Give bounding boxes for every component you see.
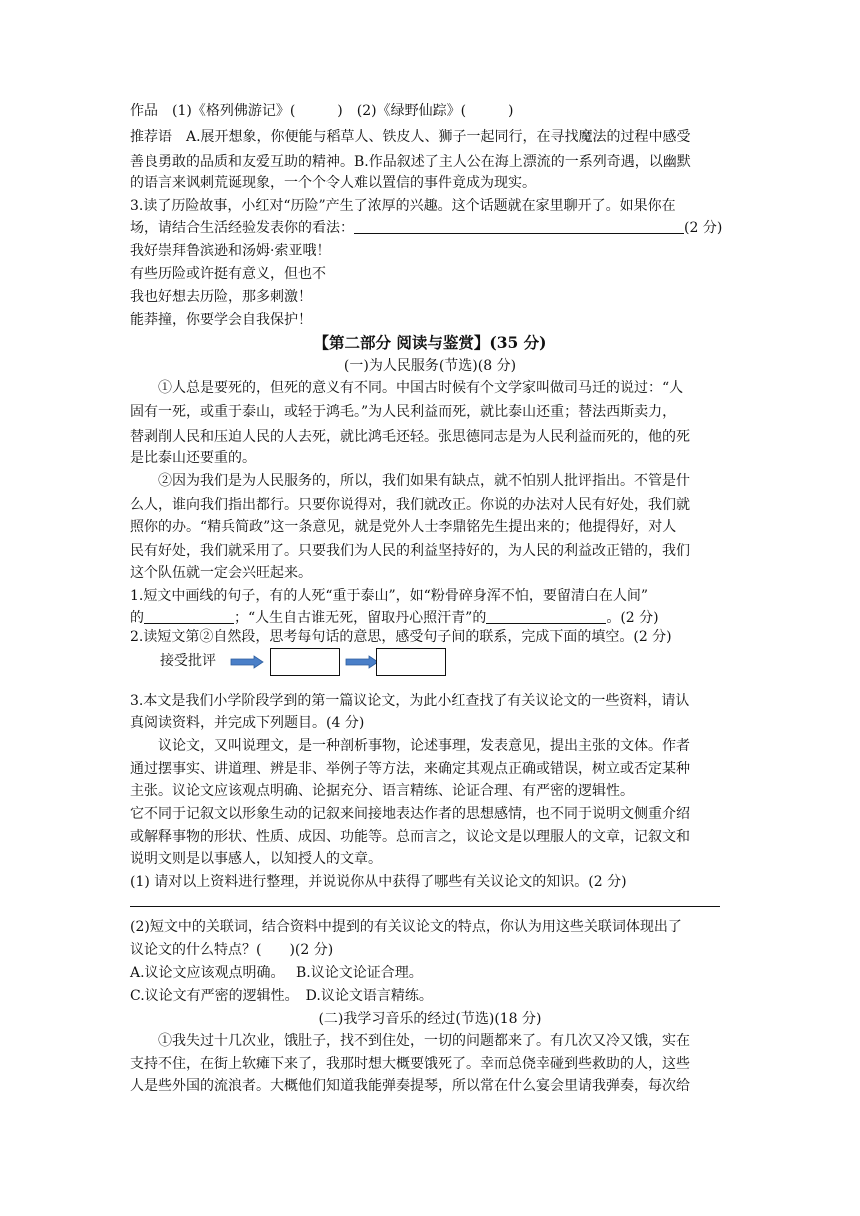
question-1-prompt: 1.短文中画线的句子，有的人死“重于泰山”，如“粉骨碎身浑不怕，要留清白在人间”: [130, 588, 648, 604]
recommendation-line: 推荐语 A.展开想象，你便能与稻草人、铁皮人、狮子一起同行，在寻找魔法的过程中感受: [130, 129, 691, 145]
score-label: 。(2 分): [606, 610, 659, 626]
question-text: 的: [130, 610, 144, 626]
passage-paragraph: 支持不住，在街上软瘫下来了，我那时想大概要饿死了。幸而总侥幸碰到些救助的人，这些: [130, 1056, 690, 1072]
answer-blank[interactable]: [144, 607, 234, 624]
passage-paragraph: ①我失过十几次业，饿肚子，找不到住处，一切的问题都来了。有几次又冷又饿，实在: [158, 1033, 690, 1049]
question-3-answer-line: [130, 216, 722, 240]
passage-paragraph: ②因为我们是为人民服务的，所以，我们如果有缺点，就不怕别人批评指出。不管是什: [158, 473, 690, 489]
question-3-prompt: 真阅读资料，并完成下列题目。(4 分): [130, 715, 365, 731]
passage-paragraph: ①人总是要死的，但死的意义有不同。中国古时候有个文学家叫做司马迁的说过：“人: [158, 380, 684, 396]
passage-paragraph: 替剥削人民和压迫人民的人去死，就比鸿毛还轻。张思德同志是为人民利益而死的，他的死: [130, 429, 690, 445]
question-2-prompt: 2.读短文第②自然段，思考每句话的意思，感受句子间的联系，完成下面的填空。(2 分): [130, 629, 672, 645]
dialogue-line: 有些历险或许挺有意义，但也不: [130, 266, 326, 282]
answer-blank[interactable]: [354, 217, 684, 234]
dialogue-line: 我也好想去历险，那多刺激！: [130, 289, 312, 305]
flow-answer-box-2[interactable]: [376, 648, 446, 676]
score-label: (2 分): [684, 220, 723, 236]
question-text: ；“人生自古谁无死，留取丹心照汗青”的: [234, 610, 487, 626]
reference-material: 它不同于记叙文以形象生动的记叙来间接地表达作者的思想感情，也不同于说明文侧重介绍: [130, 806, 690, 822]
recommendation-line: 善良勇敢的品质和友爱互助的精神。B.作品叙述了主人公在海上漂流的一系列奇遇，以幽默: [130, 154, 691, 170]
subquestion-2: 议论文的什么特点？( )(2 分): [130, 942, 334, 958]
question-3-prompt-end: 场，请结合生活经验发表你的看法：: [130, 220, 354, 236]
question-3-prompt: 3.本文是我们小学阶段学到的第一篇议论文，为此小红查找了有关议论文的一些资料，请认: [130, 693, 690, 709]
subquestion-1: (1) 请对以上资料进行整理，并说说你从中获得了哪些有关议论文的知识。(2 分): [130, 874, 627, 890]
section-heading: 【第二部分 阅读与鉴赏】(35 分): [313, 333, 547, 352]
fill-in-flow-diagram: [130, 648, 730, 678]
answer-line[interactable]: [130, 906, 720, 907]
passage-paragraph: 民有好处，我们就采用了。只要我们为人民的利益坚持好的，为人民的利益改正错的，我们: [130, 543, 690, 559]
reference-material: 主张。议论文应该观点明确、论据充分、语言精练、论证合理、有严密的逻辑性。: [130, 783, 634, 799]
passage-paragraph: 这个队伍就一定会兴旺起来。: [130, 565, 312, 581]
flow-answer-box-1[interactable]: [270, 648, 340, 676]
passage-paragraph: 是比泰山还要重的。: [130, 450, 256, 466]
recommendation-line: 的语言来讽刺荒诞现象，一个个令人难以置信的事件竟成为现实。: [130, 175, 536, 191]
passage-paragraph: 么人，谁向我们指出都行。只要你说得对，我们就改正。你说的办法对人民有好处，我们就: [130, 497, 690, 513]
choice-options: A.议论文应该观点明确。 B.议论文论证合理。: [130, 965, 423, 981]
passage-title: (一)为人民服务(节选)(8 分): [343, 358, 517, 374]
reference-material: 说明文则是以事感人，以知授人的文章。: [130, 851, 382, 867]
passage-paragraph: 照你的办。“精兵简政”这一条意见，就是党外人士李鼎铭先生提出来的；他提得好，对人: [130, 519, 677, 535]
choice-options: C.议论文有严密的逻辑性。 D.议论文语言精练。: [130, 988, 433, 1004]
reference-material: 通过摆事实、讲道理、辨是非、举例子等方法，来确定其观点正确或错误，树立或否定某种: [130, 761, 690, 777]
passage-paragraph: 人是些外国的流浪者。大概他们知道我能弹奏提琴，所以常在什么宴会里请我弹奏，每次给: [130, 1078, 690, 1094]
passage-title: (二)我学习音乐的经过(节选)(18 分): [318, 1011, 542, 1027]
right-arrow-icon: [230, 655, 264, 669]
flow-start-label: 接受批评: [160, 653, 216, 669]
right-arrow-icon: [345, 655, 379, 669]
question-3-prompt: 3.读了历险故事，小红对“历险”产生了浓厚的兴趣。这个话题就在家里聊开了。如果你在: [130, 198, 676, 214]
passage-paragraph: 固有一死，或重于泰山，或轻于鸿毛。”为人民利益而死，就比泰山还重；替法西斯卖力，: [130, 404, 677, 420]
works-match-question: 作品 (1)《格列佛游记》( ) (2)《绿野仙踪》( ): [130, 103, 514, 119]
dialogue-line: 能莽撞，你要学会自我保护！: [130, 312, 312, 328]
reference-material: 议论文，又叫说理文，是一种剖析事物，论述事理，发表意见，提出主张的文体。作者: [158, 738, 690, 754]
reference-material: 或解释事物的形状、性质、成因、功能等。总而言之，议论文是以理服人的文章，记叙文和: [130, 829, 690, 845]
dialogue-line: 我好崇拜鲁滨逊和汤姆·索亚哦！: [130, 243, 331, 259]
subquestion-2: (2)短文中的关联词，结合资料中提到的有关议论文的特点，你认为用这些关联词体现出了: [130, 919, 682, 935]
answer-blank[interactable]: [486, 607, 606, 624]
